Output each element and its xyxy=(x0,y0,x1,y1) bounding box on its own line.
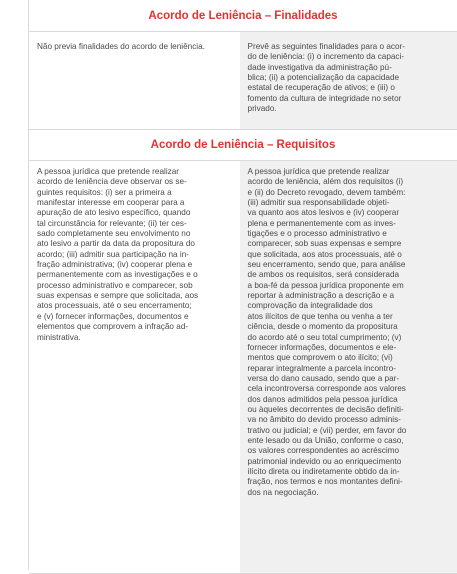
section-title-finalidades: Acordo de Leniência – Finalidades xyxy=(29,0,457,32)
cell-finalidades-new: Prevê as seguintes finalidades para o acor- do de leniência: (i) o incremento da capaci- dade investigativa da administração pú- blica; (ii) a potencialização da capacidade estatal de recuperação de ativos; e (iii) o fomento da cultura de integridade no setor privado. xyxy=(240,32,457,129)
table-row xyxy=(29,161,457,574)
section-title-requisitos: Acordo de Leniência – Requisitos xyxy=(29,130,457,161)
cell-requisitos-new: A pessoa jurídica que pretende realizar acordo de leniência, além dos requisitos (i) e (ii) do Decreto revogado, devem também: (iii) admitir sua responsabilidade objeti- va quanto aos atos lesivos e (iv) cooperar plena e permanentemente com as inves- tigações e o processo administrativo e comparecer, sob suas expensas e sempre que solicitada, aos atos processuais, até o seu encerramento, sendo que, para análise de ambos os requisitos, será considerada a boa-fé da pessoa jurídica proponente em reportar à administração a descrição e a comprovação da integralidade dos atos ilícitos de que tenha ou venha a ter ciência, desde o momento da propositura do acordo até o seu total cumprimento; (v) fornecer informações, documentos e ele- mentos que comprovem o ato ilícito; (vi) reparar integralmente a parcela incontro- versa do dano causado, sendo que a par- cela incontroversa corresponde aos valores dos danos admitidos pela pessoa jurídica ou àqueles decorrentes de decisão definiti- va no âmbito do devido processo adminis- trativo ou judicial; e (vii) perder, em favor do ente lesado ou da União, conforme o caso, os valores correspondentes ao acréscimo patrimonial indevido ou ao enriquecimento ilícito direta ou indiretamente obtido da in- fração, nos termos e nos montantes defini- dos na negociação. xyxy=(240,161,457,573)
table-row xyxy=(29,32,457,130)
comparison-table xyxy=(28,0,457,570)
cell-requisitos-previous: A pessoa jurídica que pretende realizar acordo de leniência deve observar os se- guintes requisitos: (i) ser a primeira a manifestar interesse em cooperar para a apuração de ato lesivo específico, quando tal circunstância for relevante; (ii) ter ces- sado completamente seu envolvimento no ato lesivo a partir da data da propositura do acordo; (iii) admitir sua participação na in- fração administrativa; (iv) cooperar plena e permanentemente com as investigações e o processo administrativo e comparecer, sob suas expensas e sempre que solicitada, aos atos processuais, até o seu encerramento; e (v) fornecer informações, documentos e elementos que comprovem a infração ad- ministrativa. xyxy=(29,161,240,573)
cell-finalidades-previous: Não previa finalidades do acordo de leniência. xyxy=(29,32,240,129)
